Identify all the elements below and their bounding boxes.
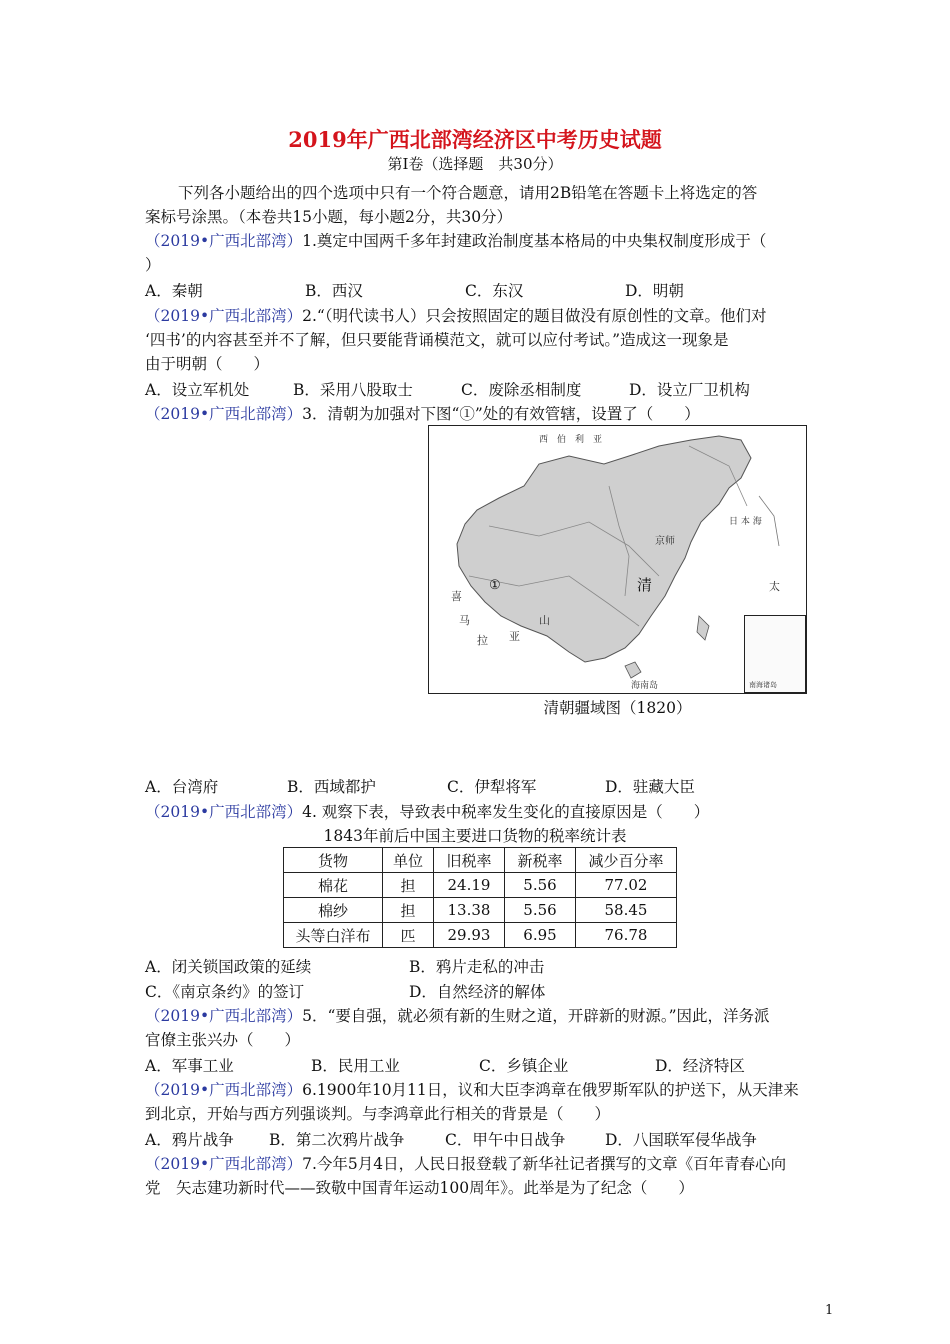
map-label-himalaya-2: 马: [459, 614, 470, 627]
question-2-options: [145, 378, 750, 400]
table-row: [284, 873, 677, 898]
table-cell: 匹: [383, 923, 434, 948]
table-cell: 棉纱: [284, 898, 383, 923]
map-label-sea-of-japan: 日 本 海: [729, 517, 762, 527]
qing-territory-map: [428, 425, 807, 694]
question-6-options: [145, 1128, 757, 1150]
option-d[interactable]: D．自然经济的解体: [409, 983, 546, 1001]
table-cell: 29.93: [434, 923, 505, 948]
option-d[interactable]: D．设立厂卫机构: [629, 381, 750, 399]
page-title: 2019年广西北部湾经济区中考历史试题: [288, 127, 662, 152]
table-header: 旧税率: [434, 848, 505, 873]
option-d[interactable]: D．驻藏大臣: [605, 778, 695, 796]
question-5-options: [145, 1054, 745, 1076]
question-source: （2019•广西北部湾）: [145, 307, 303, 325]
page-number: 1: [825, 1303, 834, 1318]
option-b[interactable]: B．民用工业: [311, 1057, 400, 1075]
question-4-options-row-2: [145, 980, 545, 1002]
table-cell: 担: [383, 873, 434, 898]
map-label-himalaya-5: 山: [539, 614, 550, 627]
south-china-sea-inset: [744, 615, 806, 693]
option-a[interactable]: A．闭关锁国政策的延续: [145, 958, 312, 976]
tax-rate-table: [283, 847, 677, 948]
map-label-himalaya-3: 拉: [477, 634, 488, 647]
option-b[interactable]: B．采用八股取士: [293, 381, 413, 399]
table-header: 新税率: [505, 848, 576, 873]
table-title: 1843年前后中国主要进口货物的税率统计表: [323, 827, 627, 845]
table-cell: 5.56: [505, 898, 576, 923]
table-header: 减少百分率: [576, 848, 677, 873]
table-header: 货物: [284, 848, 383, 873]
option-c[interactable]: C．东汉: [465, 282, 524, 300]
option-a[interactable]: A．军事工业: [145, 1057, 234, 1075]
question-1-options: [145, 279, 684, 301]
question-source: （2019•广西北部湾）: [145, 1155, 303, 1173]
option-d[interactable]: D．明朝: [625, 282, 684, 300]
question-7: （2019•广西北部湾）7.今年5月4日，人民日报登载了新华社记者撰写的文章《百年青春心向: [145, 1155, 787, 1173]
question-1-line-2: ）: [145, 256, 161, 274]
instructions-line-2: 案标号涂黑。（本卷共15小题，每小题2分，共30分）: [145, 208, 513, 226]
map-label-himalaya-4: 亚: [509, 630, 520, 643]
map-label-himalaya-1: 喜: [451, 590, 462, 603]
table-header-row: [284, 848, 677, 873]
map-label-siberia: 西 伯 利 亚: [539, 435, 603, 445]
question-3: （2019•广西北部湾）3．清朝为加强对下图“①”处的有效管辖，设置了（ ）: [145, 405, 700, 423]
table-row: [284, 898, 677, 923]
question-2: （2019•广西北部湾）2.“（明代读书人）只会按照固定的题目做没有原创性的文章。他们对: [145, 307, 767, 325]
question-4: （2019•广西北部湾）4. 观察下表，导致表中税率发生变化的直接原因是（ ）: [145, 803, 710, 821]
table-cell: 棉花: [284, 873, 383, 898]
map-label-pacific: 太: [769, 580, 780, 593]
option-d[interactable]: D．经济特区: [655, 1057, 745, 1075]
map-label-qing: 清: [637, 576, 653, 594]
question-source: （2019•广西北部湾）: [145, 803, 303, 821]
question-source: （2019•广西北部湾）: [145, 1081, 303, 1099]
map-label-south-sea-islands: 南海诸岛: [749, 681, 777, 689]
map-label-capital: 京师: [655, 536, 675, 547]
option-c[interactable]: C．伊犁将军: [447, 778, 537, 796]
option-c[interactable]: C．乡镇企业: [479, 1057, 569, 1075]
option-b[interactable]: B．西域都护: [287, 778, 376, 796]
question-7-line-2: 党 矢志建功新时代——致敬中国青年运动100周年》。此举是为了纪念（ ）: [145, 1179, 694, 1197]
instructions-line-1: 下列各小题给出的四个选项中只有一个符合题意，请用2B铅笔在答题卡上将选定的答: [178, 184, 758, 202]
question-2-line-2: ‘四书’的内容甚至并不了解，但只要能背诵模范文，就可以应付考试。”造成这一现象是: [145, 331, 729, 349]
table-cell: 担: [383, 898, 434, 923]
question-5: （2019•广西北部湾）5．“要自强，就必须有新的生财之道，开辟新的财源。”因此，洋务派: [145, 1007, 770, 1025]
map-marker-1: ①: [489, 578, 501, 593]
table-cell: 58.45: [576, 898, 677, 923]
question-source: （2019•广西北部湾）: [145, 232, 303, 250]
table-cell: 5.56: [505, 873, 576, 898]
question-5-line-2: 官僚主张兴办（ ）: [145, 1031, 301, 1049]
table-cell: 24.19: [434, 873, 505, 898]
question-source: （2019•广西北部湾）: [145, 1007, 303, 1025]
table-cell: 6.95: [505, 923, 576, 948]
table-header: 单位: [383, 848, 434, 873]
map-label-hainan: 海南岛: [631, 681, 659, 691]
section-subtitle: 第Ⅰ卷（选择题 共30分）: [387, 155, 563, 173]
table-cell: 76.78: [576, 923, 677, 948]
question-6-line-2: 到北京，开始与西方列强谈判。与李鸿章此行相关的背景是（ ）: [145, 1105, 611, 1123]
option-b[interactable]: B．第二次鸦片战争: [269, 1131, 405, 1149]
map-caption: 清朝疆域图（1820）: [543, 699, 692, 717]
option-b[interactable]: B．鸦片走私的冲击: [409, 958, 545, 976]
question-source: （2019•广西北部湾）: [145, 405, 303, 423]
table-row: [284, 923, 677, 948]
question-2-line-3: 由于明朝（ ）: [145, 355, 270, 373]
option-a[interactable]: A．设立军机处: [145, 381, 250, 399]
option-c[interactable]: C．《南京条约》的签订: [145, 983, 305, 1001]
question-1: （2019•广西北部湾）1.奠定中国两千多年封建政治制度基本格局的中央集权制度形成于（: [145, 232, 767, 250]
table-cell: 77.02: [576, 873, 677, 898]
option-a[interactable]: A．台湾府: [145, 778, 219, 796]
table-cell: 头等白洋布: [284, 923, 383, 948]
option-d[interactable]: D．八国联军侵华战争: [605, 1131, 757, 1149]
option-a[interactable]: A．秦朝: [145, 282, 203, 300]
option-a[interactable]: A．鸦片战争: [145, 1131, 234, 1149]
question-6: （2019•广西北部湾）6.1900年10月11日，议和大臣李鸿章在俄罗斯军队的护送下，从天津来: [145, 1081, 799, 1099]
option-c[interactable]: C．甲午中日战争: [445, 1131, 566, 1149]
table-cell: 13.38: [434, 898, 505, 923]
question-3-options: [145, 775, 695, 797]
question-4-options-row-1: [145, 955, 544, 977]
option-b[interactable]: B．西汉: [305, 282, 363, 300]
option-c[interactable]: C．废除丞相制度: [461, 381, 582, 399]
